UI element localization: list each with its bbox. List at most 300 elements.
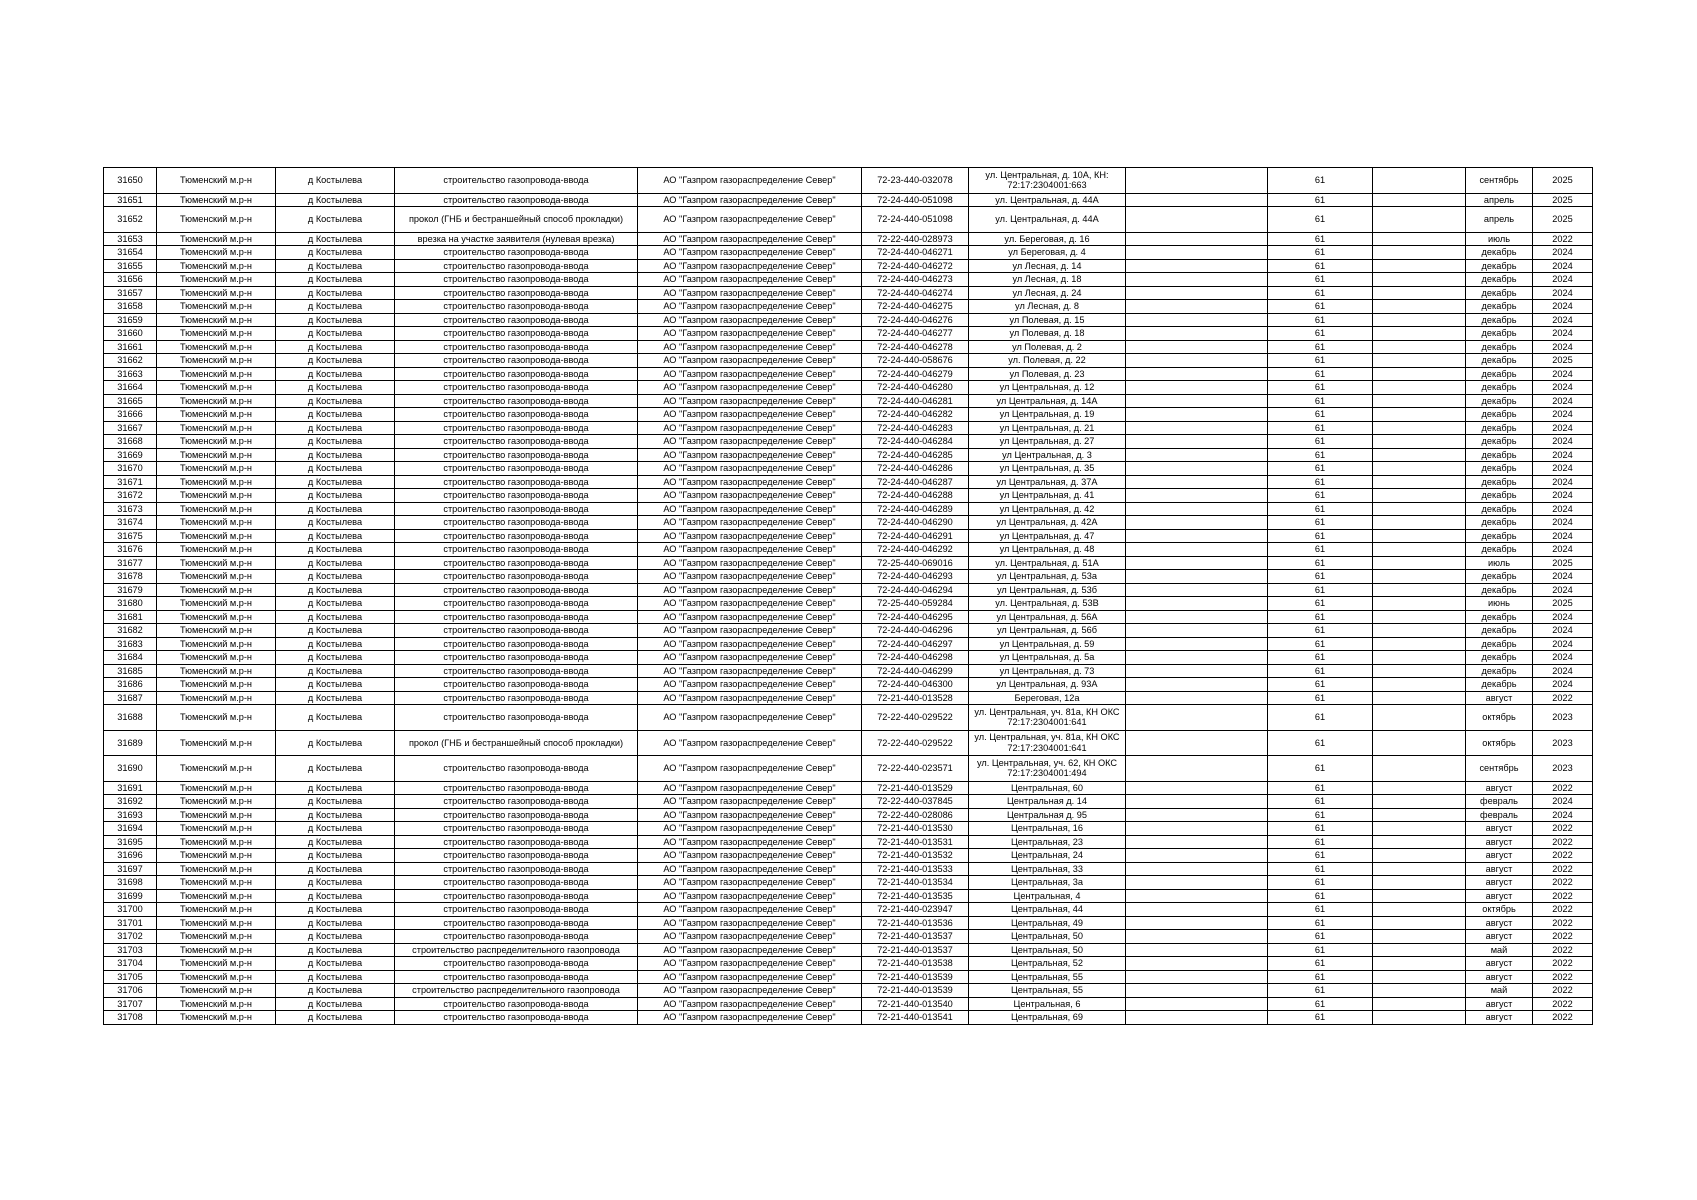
application-number-cell: 72-21-440-013539 — [862, 984, 969, 998]
year-cell: 2023 — [1533, 705, 1593, 731]
application-number-cell: 72-24-440-046287 — [862, 475, 969, 489]
row-number-cell: 31665 — [104, 394, 157, 408]
district-cell: Тюменский м.р-н — [157, 462, 276, 476]
application-number-cell: 72-24-440-046271 — [862, 246, 969, 260]
address-cell: ул Центральная, д. 93А — [969, 678, 1126, 692]
organization-cell: АО "Газпром газораспределение Север" — [638, 448, 862, 462]
value-cell: 61 — [1268, 943, 1373, 957]
empty-cell — [1126, 286, 1268, 300]
row-number-cell: 31669 — [104, 448, 157, 462]
application-number-cell: 72-24-440-046298 — [862, 651, 969, 665]
empty-cell — [1126, 394, 1268, 408]
empty-cell — [1126, 808, 1268, 822]
empty-cell — [1373, 624, 1466, 638]
value-cell: 61 — [1268, 849, 1373, 863]
table-row — [104, 957, 1593, 971]
table-row — [104, 583, 1593, 597]
organization-cell: АО "Газпром газораспределение Север" — [638, 730, 862, 756]
value-cell: 61 — [1268, 421, 1373, 435]
organization-cell: АО "Газпром газораспределение Север" — [638, 543, 862, 557]
empty-cell — [1126, 678, 1268, 692]
empty-cell — [1126, 246, 1268, 260]
application-number-cell: 72-21-440-013537 — [862, 943, 969, 957]
year-cell: 2024 — [1533, 273, 1593, 287]
value-cell: 61 — [1268, 516, 1373, 530]
row-number-cell: 31682 — [104, 624, 157, 638]
application-number-cell: 72-24-440-046297 — [862, 637, 969, 651]
value-cell: 61 — [1268, 984, 1373, 998]
work-type-cell: строительство газопровода-ввода — [395, 300, 638, 314]
empty-cell — [1373, 876, 1466, 890]
row-number-cell: 31657 — [104, 286, 157, 300]
empty-cell — [1373, 597, 1466, 611]
district-cell: Тюменский м.р-н — [157, 273, 276, 287]
application-number-cell: 72-22-440-029522 — [862, 705, 969, 731]
application-number-cell: 72-24-440-046274 — [862, 286, 969, 300]
address-cell: ул Полевая, д. 23 — [969, 367, 1126, 381]
application-number-cell: 72-21-440-013533 — [862, 862, 969, 876]
district-cell: Тюменский м.р-н — [157, 489, 276, 503]
month-cell: декабрь — [1466, 286, 1533, 300]
row-number-cell: 31683 — [104, 637, 157, 651]
empty-cell — [1126, 624, 1268, 638]
value-cell: 61 — [1268, 876, 1373, 890]
month-cell: декабрь — [1466, 313, 1533, 327]
table-row — [104, 903, 1593, 917]
organization-cell: АО "Газпром газораспределение Север" — [638, 300, 862, 314]
month-cell: август — [1466, 822, 1533, 836]
empty-cell — [1373, 795, 1466, 809]
work-type-cell: строительство газопровода-ввода — [395, 367, 638, 381]
application-number-cell: 72-24-440-046295 — [862, 610, 969, 624]
table-row — [104, 889, 1593, 903]
application-number-cell: 72-21-440-013537 — [862, 930, 969, 944]
organization-cell: АО "Газпром газораспределение Север" — [638, 637, 862, 651]
settlement-cell: д Костылева — [276, 394, 395, 408]
value-cell: 61 — [1268, 448, 1373, 462]
work-type-cell: строительство газопровода-ввода — [395, 327, 638, 341]
value-cell: 61 — [1268, 300, 1373, 314]
row-number-cell: 31650 — [104, 168, 157, 194]
row-number-cell: 31653 — [104, 232, 157, 246]
month-cell: август — [1466, 930, 1533, 944]
value-cell: 61 — [1268, 207, 1373, 233]
work-type-cell: строительство газопровода-ввода — [395, 876, 638, 890]
month-cell: апрель — [1466, 207, 1533, 233]
address-cell: ул Береговая, д. 4 — [969, 246, 1126, 260]
settlement-cell: д Костылева — [276, 462, 395, 476]
application-number-cell: 72-21-440-013535 — [862, 889, 969, 903]
application-number-cell: 72-24-440-046276 — [862, 313, 969, 327]
application-number-cell: 72-25-440-059284 — [862, 597, 969, 611]
value-cell: 61 — [1268, 340, 1373, 354]
organization-cell: АО "Газпром газораспределение Север" — [638, 889, 862, 903]
work-type-cell: строительство газопровода-ввода — [395, 624, 638, 638]
table-row — [104, 193, 1593, 207]
value-cell: 61 — [1268, 193, 1373, 207]
year-cell: 2024 — [1533, 246, 1593, 260]
application-number-cell: 72-21-440-013541 — [862, 1011, 969, 1025]
empty-cell — [1126, 822, 1268, 836]
district-cell: Тюменский м.р-н — [157, 984, 276, 998]
row-number-cell: 31655 — [104, 259, 157, 273]
empty-cell — [1126, 570, 1268, 584]
year-cell: 2024 — [1533, 651, 1593, 665]
empty-cell — [1126, 876, 1268, 890]
row-number-cell: 31703 — [104, 943, 157, 957]
year-cell: 2024 — [1533, 300, 1593, 314]
value-cell: 61 — [1268, 610, 1373, 624]
empty-cell — [1373, 381, 1466, 395]
work-type-cell: врезка на участке заявителя (нулевая врезка) — [395, 232, 638, 246]
district-cell: Тюменский м.р-н — [157, 529, 276, 543]
table-row — [104, 795, 1593, 809]
settlement-cell: д Костылева — [276, 651, 395, 665]
work-type-cell: строительство газопровода-ввода — [395, 1011, 638, 1025]
row-number-cell: 31678 — [104, 570, 157, 584]
settlement-cell: д Костылева — [276, 421, 395, 435]
table-row — [104, 168, 1593, 194]
work-type-cell: строительство газопровода-ввода — [395, 193, 638, 207]
empty-cell — [1126, 193, 1268, 207]
value-cell: 61 — [1268, 502, 1373, 516]
address-cell: ул Полевая, д. 18 — [969, 327, 1126, 341]
row-number-cell: 31675 — [104, 529, 157, 543]
year-cell: 2024 — [1533, 259, 1593, 273]
work-type-cell: строительство газопровода-ввода — [395, 246, 638, 260]
organization-cell: АО "Газпром газораспределение Север" — [638, 876, 862, 890]
district-cell: Тюменский м.р-н — [157, 664, 276, 678]
table-row — [104, 624, 1593, 638]
settlement-cell: д Костылева — [276, 678, 395, 692]
empty-cell — [1126, 207, 1268, 233]
month-cell: февраль — [1466, 795, 1533, 809]
value-cell: 61 — [1268, 624, 1373, 638]
address-cell: ул. Центральная, уч. 81а, КН ОКС 72:17:2304001:641 — [969, 730, 1126, 756]
district-cell: Тюменский м.р-н — [157, 795, 276, 809]
work-type-cell: строительство газопровода-ввода — [395, 822, 638, 836]
empty-cell — [1373, 664, 1466, 678]
year-cell: 2024 — [1533, 462, 1593, 476]
value-cell: 61 — [1268, 957, 1373, 971]
year-cell: 2022 — [1533, 916, 1593, 930]
table-row — [104, 756, 1593, 782]
value-cell: 61 — [1268, 570, 1373, 584]
row-number-cell: 31685 — [104, 664, 157, 678]
work-type-cell: строительство газопровода-ввода — [395, 543, 638, 557]
month-cell: июль — [1466, 232, 1533, 246]
work-type-cell: строительство газопровода-ввода — [395, 570, 638, 584]
settlement-cell: д Костылева — [276, 327, 395, 341]
organization-cell: АО "Газпром газораспределение Север" — [638, 862, 862, 876]
empty-cell — [1373, 822, 1466, 836]
empty-cell — [1126, 835, 1268, 849]
row-number-cell: 31674 — [104, 516, 157, 530]
settlement-cell: д Костылева — [276, 637, 395, 651]
organization-cell: АО "Газпром газораспределение Север" — [638, 354, 862, 368]
address-cell: ул Центральная, д. 27 — [969, 435, 1126, 449]
row-number-cell: 31707 — [104, 997, 157, 1011]
settlement-cell: д Костылева — [276, 943, 395, 957]
settlement-cell: д Костылева — [276, 529, 395, 543]
organization-cell: АО "Газпром газораспределение Север" — [638, 624, 862, 638]
value-cell: 61 — [1268, 489, 1373, 503]
district-cell: Тюменский м.р-н — [157, 862, 276, 876]
empty-cell — [1373, 462, 1466, 476]
organization-cell: АО "Газпром газораспределение Север" — [638, 394, 862, 408]
year-cell: 2022 — [1533, 691, 1593, 705]
year-cell: 2022 — [1533, 930, 1593, 944]
year-cell: 2024 — [1533, 421, 1593, 435]
district-cell: Тюменский м.р-н — [157, 570, 276, 584]
row-number-cell: 31688 — [104, 705, 157, 731]
empty-cell — [1373, 637, 1466, 651]
district-cell: Тюменский м.р-н — [157, 651, 276, 665]
organization-cell: АО "Газпром газораспределение Север" — [638, 193, 862, 207]
work-type-cell: строительство газопровода-ввода — [395, 489, 638, 503]
application-number-cell: 72-24-440-046275 — [862, 300, 969, 314]
row-number-cell: 31699 — [104, 889, 157, 903]
empty-cell — [1373, 889, 1466, 903]
month-cell: август — [1466, 957, 1533, 971]
address-cell: ул Центральная, д. 42А — [969, 516, 1126, 530]
district-cell: Тюменский м.р-н — [157, 903, 276, 917]
work-type-cell: строительство газопровода-ввода — [395, 664, 638, 678]
work-type-cell: строительство газопровода-ввода — [395, 583, 638, 597]
value-cell: 61 — [1268, 637, 1373, 651]
empty-cell — [1126, 637, 1268, 651]
settlement-cell: д Костылева — [276, 876, 395, 890]
row-number-cell: 31697 — [104, 862, 157, 876]
value-cell: 61 — [1268, 408, 1373, 422]
table-row — [104, 691, 1593, 705]
application-number-cell: 72-21-440-013534 — [862, 876, 969, 890]
row-number-cell: 31651 — [104, 193, 157, 207]
settlement-cell: д Костылева — [276, 259, 395, 273]
application-number-cell: 72-24-440-046296 — [862, 624, 969, 638]
organization-cell: АО "Газпром газораспределение Север" — [638, 808, 862, 822]
application-number-cell: 72-21-440-023947 — [862, 903, 969, 917]
district-cell: Тюменский м.р-н — [157, 930, 276, 944]
settlement-cell: д Костылева — [276, 475, 395, 489]
organization-cell: АО "Газпром газораспределение Север" — [638, 678, 862, 692]
year-cell: 2024 — [1533, 313, 1593, 327]
address-cell: Центральная, 60 — [969, 781, 1126, 795]
district-cell: Тюменский м.р-н — [157, 691, 276, 705]
district-cell: Тюменский м.р-н — [157, 624, 276, 638]
table-row — [104, 475, 1593, 489]
value-cell: 61 — [1268, 259, 1373, 273]
empty-cell — [1126, 1011, 1268, 1025]
row-number-cell: 31696 — [104, 849, 157, 863]
year-cell: 2022 — [1533, 903, 1593, 917]
month-cell: декабрь — [1466, 462, 1533, 476]
address-cell: ул Центральная, д. 48 — [969, 543, 1126, 557]
settlement-cell: д Костылева — [276, 756, 395, 782]
district-cell: Тюменский м.р-н — [157, 916, 276, 930]
empty-cell — [1126, 556, 1268, 570]
empty-cell — [1373, 327, 1466, 341]
work-type-cell: строительство газопровода-ввода — [395, 421, 638, 435]
empty-cell — [1126, 529, 1268, 543]
value-cell: 61 — [1268, 529, 1373, 543]
row-number-cell: 31691 — [104, 781, 157, 795]
work-type-cell: строительство газопровода-ввода — [395, 903, 638, 917]
organization-cell: АО "Газпром газораспределение Север" — [638, 930, 862, 944]
work-type-cell: строительство газопровода-ввода — [395, 597, 638, 611]
application-number-cell: 72-24-440-046290 — [862, 516, 969, 530]
table-row — [104, 489, 1593, 503]
empty-cell — [1373, 730, 1466, 756]
table-row — [104, 835, 1593, 849]
district-cell: Тюменский м.р-н — [157, 394, 276, 408]
work-type-cell: строительство газопровода-ввода — [395, 286, 638, 300]
address-cell: ул Лесная, д. 24 — [969, 286, 1126, 300]
district-cell: Тюменский м.р-н — [157, 193, 276, 207]
application-number-cell: 72-24-440-046300 — [862, 678, 969, 692]
table-row — [104, 930, 1593, 944]
work-type-cell: строительство газопровода-ввода — [395, 705, 638, 731]
row-number-cell: 31667 — [104, 421, 157, 435]
application-number-cell: 72-21-440-013528 — [862, 691, 969, 705]
application-number-cell: 72-24-440-046272 — [862, 259, 969, 273]
address-cell: Центральная, 52 — [969, 957, 1126, 971]
empty-cell — [1126, 664, 1268, 678]
row-number-cell: 31677 — [104, 556, 157, 570]
empty-cell — [1373, 421, 1466, 435]
settlement-cell: д Костылева — [276, 286, 395, 300]
value-cell: 61 — [1268, 273, 1373, 287]
organization-cell: АО "Газпром газораспределение Север" — [638, 903, 862, 917]
empty-cell — [1373, 997, 1466, 1011]
application-number-cell: 72-21-440-013532 — [862, 849, 969, 863]
empty-cell — [1373, 781, 1466, 795]
district-cell: Тюменский м.р-н — [157, 435, 276, 449]
empty-cell — [1126, 516, 1268, 530]
address-cell: ул Центральная, д. 21 — [969, 421, 1126, 435]
row-number-cell: 31668 — [104, 435, 157, 449]
organization-cell: АО "Газпром газораспределение Север" — [638, 610, 862, 624]
empty-cell — [1126, 232, 1268, 246]
district-cell: Тюменский м.р-н — [157, 502, 276, 516]
address-cell: Центральная, 24 — [969, 849, 1126, 863]
value-cell: 61 — [1268, 970, 1373, 984]
row-number-cell: 31681 — [104, 610, 157, 624]
settlement-cell: д Костылева — [276, 408, 395, 422]
table-row — [104, 502, 1593, 516]
year-cell: 2022 — [1533, 984, 1593, 998]
value-cell: 61 — [1268, 354, 1373, 368]
row-number-cell: 31704 — [104, 957, 157, 971]
district-cell: Тюменский м.р-н — [157, 835, 276, 849]
value-cell: 61 — [1268, 313, 1373, 327]
year-cell: 2024 — [1533, 610, 1593, 624]
month-cell: декабрь — [1466, 637, 1533, 651]
year-cell: 2025 — [1533, 207, 1593, 233]
settlement-cell: д Костылева — [276, 984, 395, 998]
empty-cell — [1126, 259, 1268, 273]
table-row — [104, 381, 1593, 395]
organization-cell: АО "Газпром газораспределение Север" — [638, 705, 862, 731]
year-cell: 2022 — [1533, 889, 1593, 903]
table-row — [104, 916, 1593, 930]
row-number-cell: 31684 — [104, 651, 157, 665]
year-cell: 2025 — [1533, 193, 1593, 207]
value-cell: 61 — [1268, 862, 1373, 876]
application-number-cell: 72-21-440-013531 — [862, 835, 969, 849]
organization-cell: АО "Газпром газораспределение Север" — [638, 367, 862, 381]
district-cell: Тюменский м.р-н — [157, 822, 276, 836]
organization-cell: АО "Газпром газораспределение Север" — [638, 168, 862, 194]
address-cell: Центральная д. 95 — [969, 808, 1126, 822]
month-cell: декабрь — [1466, 624, 1533, 638]
month-cell: декабрь — [1466, 610, 1533, 624]
value-cell: 61 — [1268, 286, 1373, 300]
organization-cell: АО "Газпром газораспределение Север" — [638, 207, 862, 233]
month-cell: октябрь — [1466, 730, 1533, 756]
settlement-cell: д Костылева — [276, 849, 395, 863]
table-row — [104, 849, 1593, 863]
value-cell: 61 — [1268, 1011, 1373, 1025]
empty-cell — [1126, 651, 1268, 665]
settlement-cell: д Костылева — [276, 997, 395, 1011]
application-number-cell: 72-24-440-046288 — [862, 489, 969, 503]
table-row — [104, 556, 1593, 570]
work-type-cell: строительство газопровода-ввода — [395, 781, 638, 795]
address-cell: ул Лесная, д. 14 — [969, 259, 1126, 273]
settlement-cell: д Костылева — [276, 340, 395, 354]
settlement-cell: д Костылева — [276, 705, 395, 731]
address-cell: ул Центральная, д. 56б — [969, 624, 1126, 638]
month-cell: август — [1466, 781, 1533, 795]
month-cell: июль — [1466, 556, 1533, 570]
district-cell: Тюменский м.р-н — [157, 286, 276, 300]
year-cell: 2022 — [1533, 849, 1593, 863]
row-number-cell: 31664 — [104, 381, 157, 395]
address-cell: Центральная, 16 — [969, 822, 1126, 836]
application-number-cell: 72-22-440-028086 — [862, 808, 969, 822]
empty-cell — [1373, 232, 1466, 246]
empty-cell — [1126, 340, 1268, 354]
address-cell: ул Центральная, д. 41 — [969, 489, 1126, 503]
district-cell: Тюменский м.р-н — [157, 313, 276, 327]
organization-cell: АО "Газпром газораспределение Север" — [638, 795, 862, 809]
district-cell: Тюменский м.р-н — [157, 543, 276, 557]
application-number-cell: 72-24-440-051098 — [862, 207, 969, 233]
table-row — [104, 637, 1593, 651]
address-cell: ул Центральная, д. 53б — [969, 583, 1126, 597]
application-number-cell: 72-24-440-046299 — [862, 664, 969, 678]
month-cell: декабрь — [1466, 340, 1533, 354]
work-type-cell: строительство газопровода-ввода — [395, 381, 638, 395]
settlement-cell: д Костылева — [276, 916, 395, 930]
row-number-cell: 31680 — [104, 597, 157, 611]
work-type-cell: строительство газопровода-ввода — [395, 930, 638, 944]
settlement-cell: д Костылева — [276, 795, 395, 809]
empty-cell — [1373, 705, 1466, 731]
district-cell: Тюменский м.р-н — [157, 168, 276, 194]
empty-cell — [1373, 516, 1466, 530]
year-cell: 2024 — [1533, 448, 1593, 462]
organization-cell: АО "Газпром газораспределение Север" — [638, 835, 862, 849]
work-type-cell: строительство газопровода-ввода — [395, 516, 638, 530]
month-cell: декабрь — [1466, 246, 1533, 260]
work-type-cell: строительство газопровода-ввода — [395, 651, 638, 665]
year-cell: 2024 — [1533, 381, 1593, 395]
row-number-cell: 31693 — [104, 808, 157, 822]
settlement-cell: д Костылева — [276, 381, 395, 395]
settlement-cell: д Костылева — [276, 556, 395, 570]
